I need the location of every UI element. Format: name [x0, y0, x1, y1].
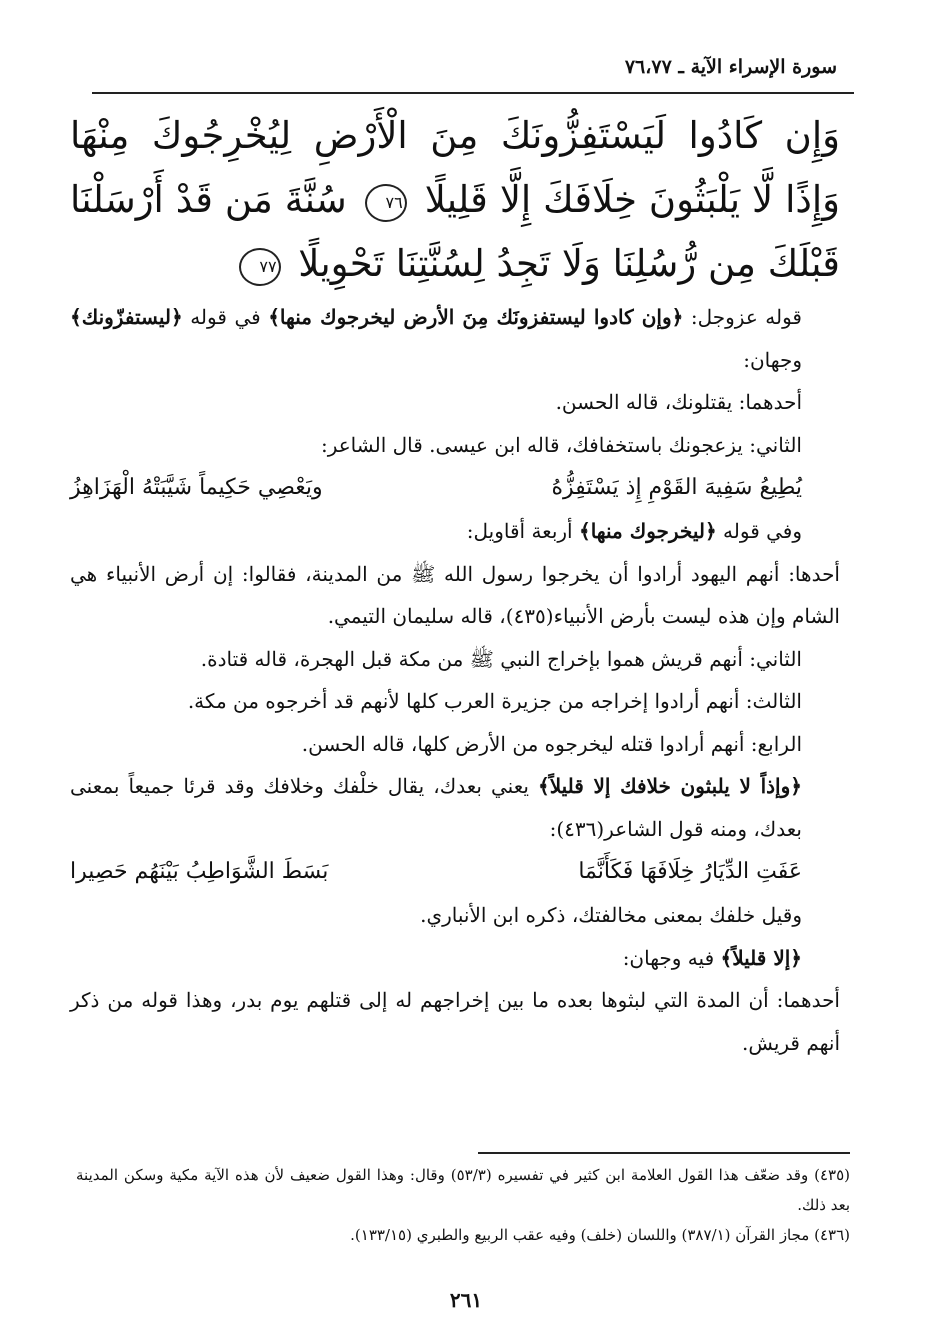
- verse-1-second-hemistich: ويَعْصِي حَكِيماً شَيَّبَتْهُ الْهَزَاهِزُ: [70, 475, 323, 500]
- paragraph-3: الثاني: يزعجونك باستخفافك، قاله ابن عيسى. قال الشاعر:: [320, 432, 802, 457]
- p11-text: فيه وجهان:: [622, 945, 721, 970]
- running-title: سورة الإسراء الآية ـ ٧٦،٧٧: [624, 56, 837, 78]
- p1-text-b: في قوله: [182, 305, 269, 329]
- paragraph-6: الثاني: أنهم قريش هموا بإخراج النبي ﷺ من مكة قبل الهجرة، قاله قتادة.: [200, 646, 802, 671]
- footnotes: [76, 1160, 850, 1250]
- quran-line-2a: خِلَافَكَ إِلَّا قَلِيلًا: [424, 178, 637, 221]
- paragraph-9: [70, 765, 840, 850]
- paragraph-10: وقيل خلفك بمعنى مخالفتك، ذكره ابن الأنباري.: [420, 903, 802, 927]
- commentary: [70, 296, 840, 1064]
- p9-text: يعني بعدك، يقال خلْفك وخلافك وقد قرئا جميعاً بمعنى بعدك، ومنه قول الشاعر(٤٣٦):: [70, 774, 802, 841]
- footnote-436: (٤٣٦) مجاز القرآن (٣٨٧/١) واللسان (خلف) وفيه عقب الربيع والطبري (١٣٣/١٥).: [350, 1226, 850, 1244]
- paragraph-8: الرابع: أنهم أرادوا قتله ليخرجوه من الأرض كلها، قاله الحسن.: [301, 731, 802, 756]
- header-rule: [92, 92, 854, 94]
- footnote-435: (٤٣٥) وقد ضعّف هذا القول العلامة ابن كثير في تفسيره (٥٣/٣) وقال: وهذا القول ضعيف لأن هذه الآية مكية وسكن المدينة بعد ذلك.: [76, 1166, 851, 1214]
- quran-line-3: لِسُنَّتِنَا تَحْوِيلًا: [298, 242, 485, 285]
- quote-phrase: ﴿ليخرجوك منها﴾: [578, 519, 717, 543]
- verse-2-second-hemistich: بَسَطَ الشَّوَاطِبُ بَيْنَهُم حَصِيرا: [70, 859, 329, 884]
- footnote-rule: [478, 1152, 850, 1154]
- ayah-marker-77: ٧٧: [239, 248, 281, 286]
- quran-passage: [70, 104, 840, 296]
- page-number: ٢٦١: [449, 1288, 483, 1312]
- paragraph-4: [70, 510, 840, 553]
- quran-line-2b: سُنَّةَ مَن قَدْ أَرْسَلْنَا قَبْلَكَ مِن رُّسُلِنَا وَلَا تَجِدُ: [70, 178, 840, 285]
- paragraph-12: أحدهما: أن المدة التي لبثوها بعده ما بين إخراجهم له إلى قتلهم يوم بدر، وهذا قوله من ذكر أنهم قريش.: [70, 988, 840, 1055]
- paragraph-11: [70, 937, 840, 980]
- quote-phrase-2: ﴿وإذاً لا يلبثون خلافك إلا قليلاً﴾: [537, 774, 802, 798]
- p1-text-c: وجهان:: [743, 347, 802, 372]
- quote-verse: ﴿وإن كادوا ليستفزونَك مِنَ الأرض ليخرجوك منها﴾: [268, 305, 684, 329]
- paragraph-5: أحدها: أنهم اليهود أرادوا أن يخرجوا رسول الله ﷺ من المدينة، فقالوا: إن أرض الأنبياء هي الشام وإن هذه ليست بأرض الأنبياء(٤٣٥)، قاله سليمان التيمي.: [70, 561, 840, 628]
- p4-text-a: وفي قوله: [716, 519, 802, 543]
- p1-text-a: قوله عزوجل:: [683, 305, 802, 329]
- quran-line-1: وَإِن كَادُوا لَيَسْتَفِزُّونَكَ مِنَ الْأَرْضِ لِيُخْرِجُوكَ مِنْهَا وَإِذًا لَّا يَلْبَثُونَ: [70, 114, 840, 221]
- verse-2-first-hemistich: عَفَتِ الدِّيَارُ خِلَافَهَا فَكَأَنَّمَا: [578, 859, 802, 884]
- paragraph-7: الثالث: أنهم أرادوا إخراجه من جزيرة العرب كلها لأنهم قد أخرجوه من مكة.: [187, 689, 802, 713]
- paragraph-2: أحدهما: يقتلونك، قاله الحسن.: [555, 390, 802, 414]
- quote-word: ﴿ليستفزّونك﴾: [70, 305, 183, 329]
- quote-phrase-3: ﴿إلا قليلاً﴾: [720, 945, 802, 970]
- poetry-verse-1: [70, 466, 840, 510]
- ayah-marker-76: ٧٦: [365, 184, 407, 222]
- poetry-verse-2: [70, 850, 840, 894]
- paragraph-1: [70, 296, 840, 381]
- p4-text-b: أربعة أقاويل:: [466, 519, 579, 543]
- verse-1-first-hemistich: يُطِيعُ سَفِيهَ القَوْمِ إِذ يَسْتَفِزُّهُ: [551, 475, 802, 500]
